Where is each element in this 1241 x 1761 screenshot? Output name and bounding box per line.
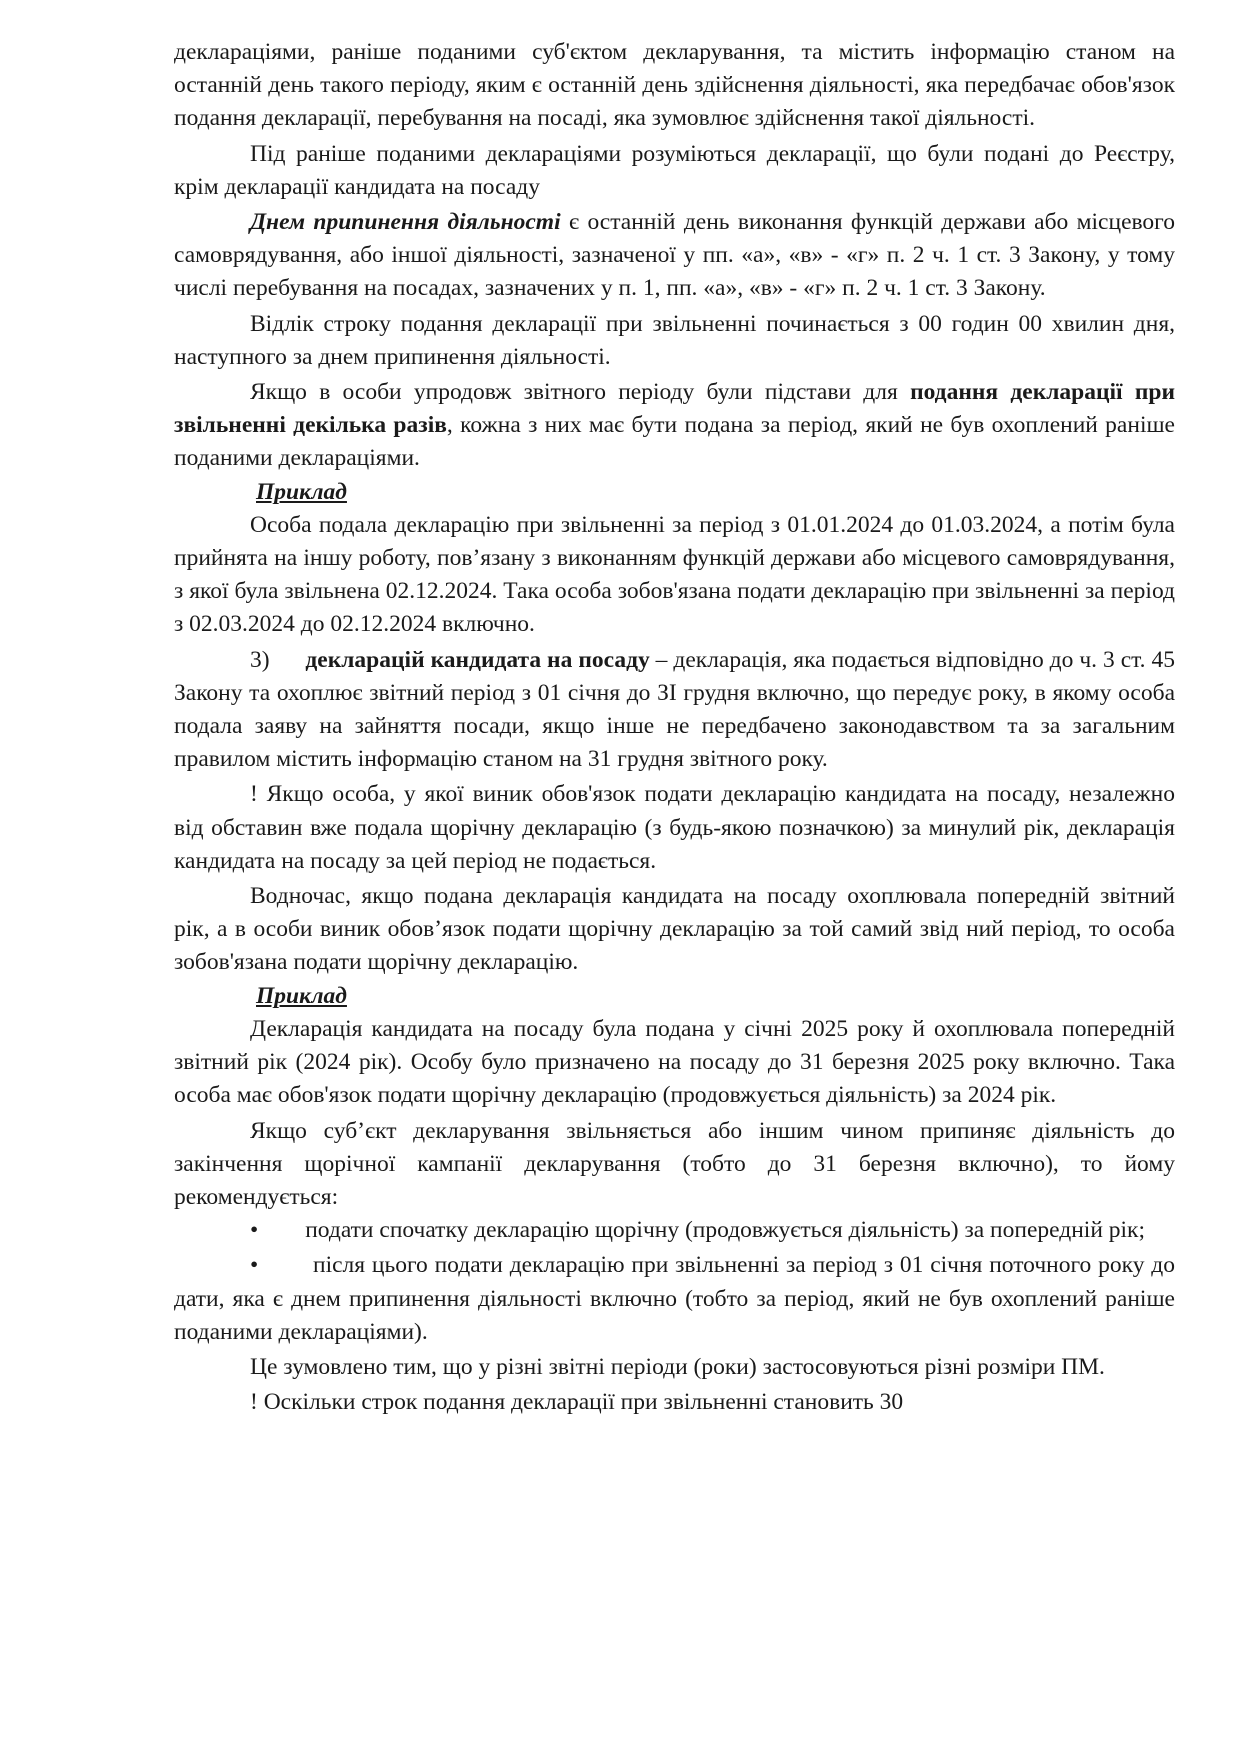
paragraph-termination-day <box>174 206 1175 306</box>
paragraph-meanwhile: Водночас, якщо подана декларація кандидата на посаду охоплювала попередній звітний рік, а в особи виник обов’язок подати щорічну декларацію за той самий звід ний період, то особа зобов'язана подати щорічну декларацію. <box>174 883 1175 976</box>
example-text-2: Декларація кандидата на посаду була подана у січні 2025 року й охоплювала попередній звітний рік (2024 рік). Особу було призначено на посаду до 31 березня 2025 року включно. Така особа має обов'язок подати щорічну декларацію (продовжується діяльність) за 2024 рік. <box>174 1015 1175 1109</box>
paragraph-continuation: деклараціями, раніше поданими суб'єктом декларування, та містить інформацію станом на останній день такого періоду, яким є останній день здійснення діяльності, яка передбачає обов'язок подання декларації, перебування на посаді, яка зумовлює здійснення такої діяльності. <box>174 39 1175 132</box>
example-heading-1: Приклад <box>256 478 347 505</box>
termination-day-definition: є останній день виконання функцій держави або місцевого самоврядування, або іншої діяльності, зазначеної у пп. «а», «в» - «г» п. 2 ч. 1 ст. 3 Закону, у тому числі перебування на посадах, зазначених у п. 1, пп. «а», «в» - «г» п. 2 ч. 1 ст. 3 Закону. <box>174 209 1175 302</box>
candidate-declaration-bold: декларацій кандидата на посаду <box>305 646 650 673</box>
multiple-dismissals-bold: подання декларації при звільненні декілька разів <box>174 379 1175 439</box>
bullet-marker: • <box>250 1217 259 1244</box>
paragraph-already-submitted-note: ! Якщо особа, у якої виник обов'язок подати декларацію кандидата на посаду, незалежно від обставин вже подала щорічну декларацію (з будь-якою позначкою) за минулий рік, декларація кандидата на посаду за цей період не подається. <box>174 781 1175 874</box>
paragraph-previous-declarations: Під раніше поданими деклараціями розуміються декларації, що були подані до Реєстру, крім декларації кандидата на посаду <box>174 140 1175 200</box>
bullet-marker: • <box>250 1252 259 1279</box>
paragraph-deadline-start: Відлік строку подання декларації при звільненні починається з 00 годин 00 хвилин дня, наступного за днем припинення діяльності. <box>174 310 1175 370</box>
paragraph-recommendation: Якщо суб’єкт декларування звільняється або іншим чином припиняє діяльність до закінчення щорічної кампанії декларування (тобто до 31 березня включно), то йому рекомендується: <box>174 1117 1175 1210</box>
candidate-declaration-definition: – декларація, яка подається відповідно до ч. 3 ст. 45 Закону та охоплює звітний період з 01 січня до ЗІ грудня включно, що передує року, в якому особа подала заяву на зайняття посади, якщо інше не передбачено законодавством та за загальним правилом містить інформацію станом на 31 грудня звітного року. <box>174 646 1176 773</box>
example-heading-2: Приклад <box>256 982 347 1009</box>
paragraph-candidate-declaration <box>174 644 1175 777</box>
bullet-text-1: подати спочатку декларацію щорічну (продовжується діяльність) за попередній рік; <box>305 1217 1145 1244</box>
paragraph-multiple-dismissals <box>174 376 1175 476</box>
bullet-text-2: після цього подати декларацію при звільненні за період з 01 січня поточного року до дати, яка є днем припинення діяльності включно (тобто за період, який не був охоплений раніше поданими деклараціями). <box>174 1252 1175 1345</box>
term-termination-day: Днем припинення діяльності <box>250 209 561 236</box>
multiple-dismissals-tail: , кожна з них має бути подана за період, який не був охоплений раніше поданими деклараціями. <box>174 412 1175 472</box>
multiple-dismissals-lead: Якщо в особи упродовж звітного періоду були підстави для <box>250 379 911 406</box>
paragraph-reason: Це зумовлено тим, що у різні звітні періоди (роки) застосовуються різні розміри ПМ. <box>250 1353 1105 1380</box>
paragraph-deadline-note: ! Оскільки строк подання декларації при звільненні становить 30 <box>250 1389 904 1416</box>
item-number: 3) <box>250 646 270 673</box>
bullet-item-2 <box>174 1249 1175 1349</box>
example-text-1: Особа подала декларацію при звільненні за період з 01.01.2024 до 01.03.2024, а потім була прийнята на іншу роботу, пов’язану з виконанням функцій держави або місцевого самоврядування, з якої була звільнена 02.12.2024. Така особа зобов'язана подати декларацію при звільненні за період з 02.03.2024 до 02.12.2024 включно. <box>174 511 1175 638</box>
bullet-item-1 <box>174 1214 1175 1247</box>
